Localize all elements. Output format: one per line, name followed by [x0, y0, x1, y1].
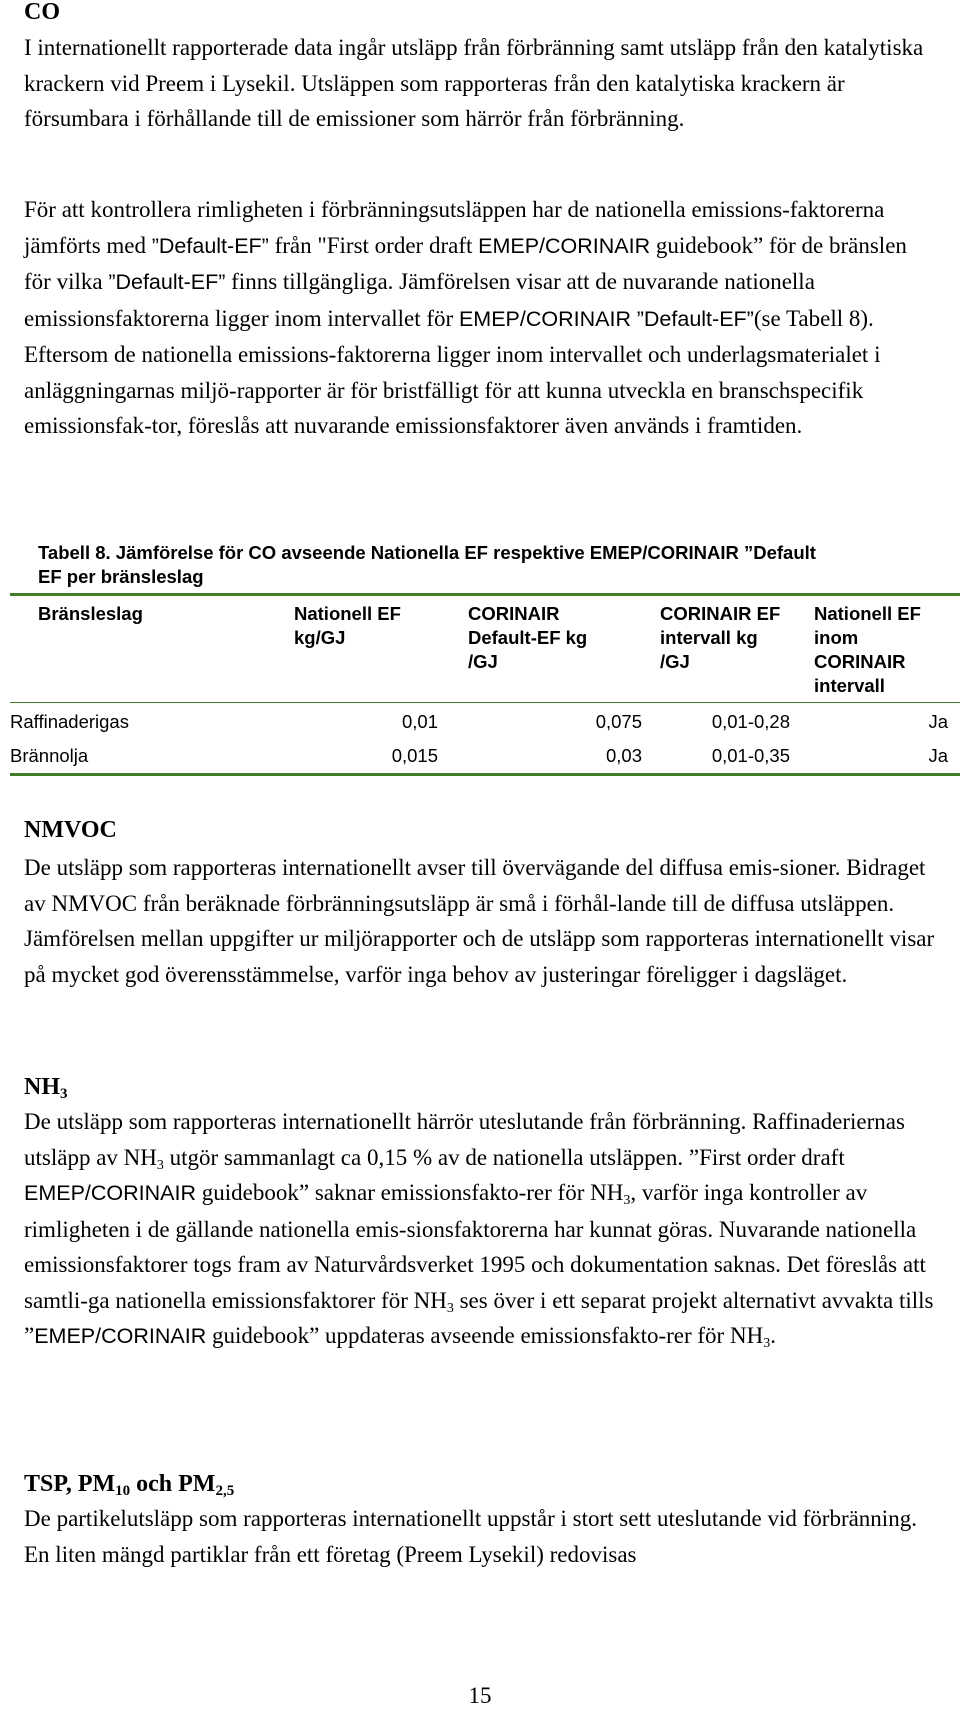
table-row: [10, 704, 960, 738]
table-caption: [38, 541, 938, 589]
co-p2-h: EMEP/CORINAIR: [458, 306, 631, 331]
heading-co: CO: [24, 0, 60, 25]
col-header-inom-intervall: Nationell EF inom CORINAIR intervall: [814, 603, 921, 696]
nh3-sub: 3: [763, 1336, 771, 1351]
cell-corinair-intervall: 0,01-0,28: [711, 710, 790, 732]
cell-nationell-ef: 0,01: [401, 710, 438, 732]
col-header-nationell-ef: Nationell EF kg/GJ: [294, 603, 401, 648]
table-bottom-rule: [10, 773, 960, 776]
cell-fuel: Raffinaderigas: [10, 710, 129, 732]
col-header-corinair-default: CORINAIR Default-EF kg /GJ: [468, 603, 588, 672]
co-p2-b: ”Default-EF”: [151, 233, 269, 258]
co-p2-k: (se Tabell 8). Eftersom de nationella emissions-faktorerna ligger inom intervallet och underlagsmaterialet i anläggningarnas miljö-rapporter är för bristfälligt för att kunna utveckla en branschspecifik emissionsfak-tor, föreslås att nuvarande emissionsfaktorer även används i framtiden.: [24, 305, 881, 438]
heading-tsp-sub-pm25: 2,5: [215, 1483, 235, 1499]
nh3-sub: 3: [446, 1300, 454, 1316]
cell-inom-intervall: Ja: [928, 710, 948, 732]
nmvoc-paragraph: De utsläpp som rapporteras internationellt avser till övervägande del diffusa emis-sioner. Bidraget av NMVOC från beräknade förbränningsutsläpp är små i förhål-lande till de diffusa utsläppen. Jämförelsen mellan uppgifter ur miljörapporter och de utsläpp som rapporteras internationellt visar på mycket god överensstämmelse, varför inga behov av justeringar föreligger i dagsläget.: [24, 855, 935, 987]
heading-nh3-sub: 3: [60, 1086, 68, 1102]
table-caption-line2: EF per bränsleslag: [38, 566, 204, 587]
co-p2-g: finns tillgängliga. Jämförelsen visar att de nuvarande nationella emissionsfaktorerna ligger inom intervallet för: [24, 269, 815, 331]
data-table: [10, 596, 960, 772]
co-paragraph-2: [24, 192, 936, 444]
table-header-row: [10, 596, 960, 704]
heading-nmvoc: NMVOC: [24, 817, 117, 843]
co-paragraph-1: I internationellt rapporterade data ingår utsläpp från förbränning samt utsläpp från den katalytiska krackern vid Preem i Lysekil. Utsläppen som rapporteras från den katalytiska krackern är försumbara i förhållande till de emissioner som härrör från förbränning.: [24, 35, 924, 131]
cell-corinair-default: 0,03: [605, 744, 642, 766]
co-p2-a: För att kontrollera rimligheten i förbränningsutsläppen har de nationella emissions-faktorerna jämförts med: [24, 197, 885, 258]
heading-tsp-sub-pm10: 10: [115, 1483, 131, 1499]
table-row: [10, 738, 960, 772]
col-header-corinair-intervall: CORINAIR EF intervall kg /GJ: [660, 603, 781, 672]
cell-corinair-intervall: 0,01-0,35: [711, 744, 790, 766]
col-header-bransleslag: Bränsleslag: [38, 603, 143, 624]
nh3-paragraph: De utsläpp som rapporteras internationellt härrör uteslutande från förbränning. Raffinaderiernas utsläpp av $NH_3$ utgör sammanlagt ca 0,15 % av de nationella utsläppen. ”First order draft EMEP/CORINAIR guidebook” saknar emissionsfakto-rer för $NH_3$, varför inga kontroller av rimligheten i de gällande nationella emis-sionsfaktorerna har kunnat göras. Nuvarande nationella emissionsfaktorer togs fram av Naturvårdsverket 1995 och dokumentation saknas. Det föreslås att samtli-ga nationella emissionsfaktorer för $NH_3$ ses över i ett separat projekt alternativt avvakta tills ”EMEP/CORINAIR guidebook” uppdateras avseende emissionsfakto-rer för $NH_3$.: [24, 1109, 934, 1351]
cell-corinair-default: 0,075: [595, 710, 642, 732]
page-number: 15: [468, 1683, 492, 1708]
heading-nh3: $NH_3$: [24, 1074, 68, 1102]
cell-inom-intervall: Ja: [928, 744, 948, 766]
co-p2-d: EMEP/CORINAIR: [478, 233, 651, 258]
cell-fuel: Brännolja: [10, 744, 89, 766]
cell-nationell-ef: 0,015: [391, 744, 438, 766]
nh3-sub: 3: [623, 1193, 631, 1208]
co-p2-c: från "First order draft: [268, 232, 479, 258]
heading-tsp: TSP, $PM_{10}$ och $PM_{2,5}$: [24, 1471, 235, 1499]
co-p2-f: ”Default-EF”: [108, 270, 226, 294]
table-caption-line1: Tabell 8. Jämförelse för CO avseende Nationella EF respektive EMEP/CORINAIR ”Default: [38, 542, 816, 563]
co-p2-j: ”Default-EF”: [636, 306, 754, 331]
tsp-paragraph: De partikelutsläpp som rapporteras internationellt uppstår i stort sett uteslutande vid förbränning. En liten mängd partiklar från ett företag (Preem Lysekil) redovisas: [24, 1506, 917, 1567]
co-p2-e: guidebook” för de bränslen för vilka: [24, 232, 907, 294]
nh3-sub: 3: [156, 1157, 164, 1173]
